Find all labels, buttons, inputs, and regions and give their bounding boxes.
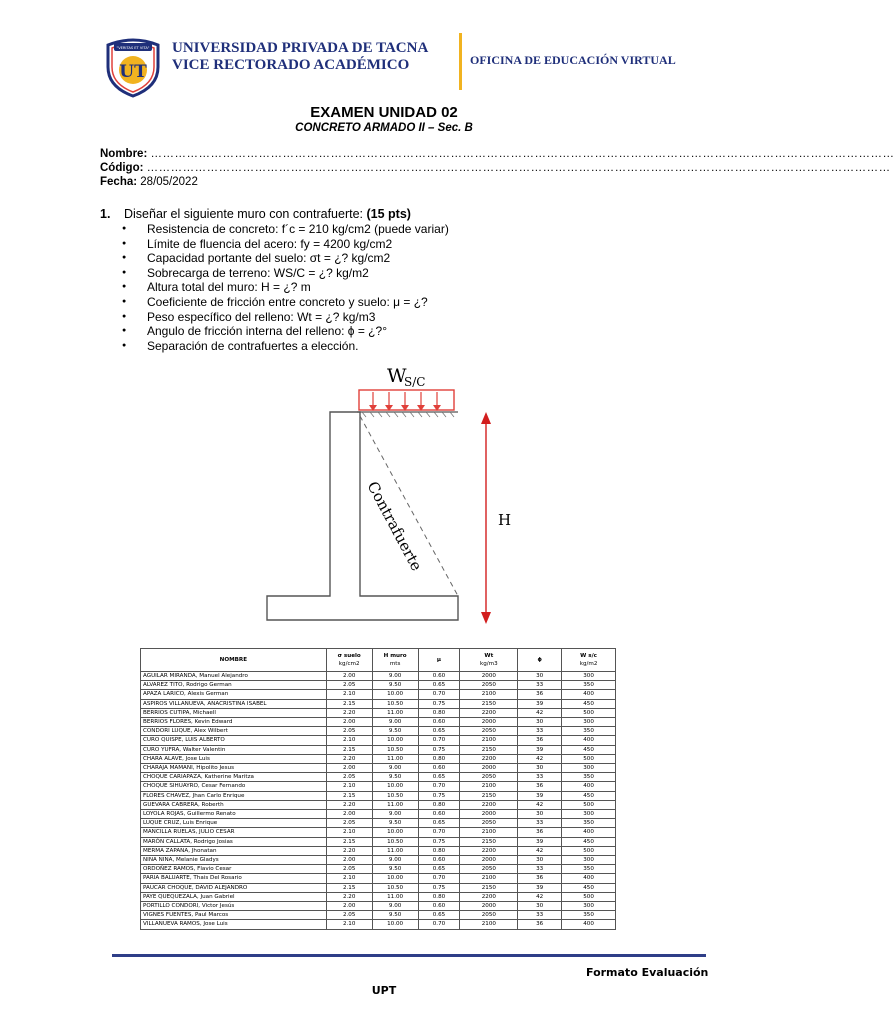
table-row [141,865,616,874]
value-cell: 0.60 [418,856,460,865]
value-cell: 2.00 [326,718,372,727]
student-name-cell: LUQUE CRUZ, Luis Enrique [141,819,327,828]
value-cell: 2.15 [326,745,372,754]
value-cell: 33 [518,911,562,920]
value-cell: 350 [562,681,616,690]
header-divider [459,33,462,90]
nombre-field [100,148,894,160]
value-cell: 300 [562,672,616,681]
value-cell: 39 [518,699,562,708]
value-cell: 0.80 [418,892,460,901]
value-cell: 300 [562,902,616,911]
height-label: H [498,511,512,529]
value-cell: 42 [518,708,562,717]
table-row [141,672,616,681]
student-name-cell: CONDORI LUQUE, Alex Wilbert [141,727,327,736]
col-header-sigma: σ suelo kg/cm2 [326,649,372,672]
value-cell: 10.00 [372,736,418,745]
value-cell: 33 [518,819,562,828]
value-cell: 2200 [460,708,518,717]
value-cell: 39 [518,745,562,754]
value-cell: 10.50 [372,791,418,800]
student-name-cell: PARIA BALUARTE, Thais Del Rosario [141,874,327,883]
value-cell: 2.00 [326,902,372,911]
table-row [141,874,616,883]
value-cell: 350 [562,773,616,782]
value-cell: 42 [518,892,562,901]
value-cell: 30 [518,902,562,911]
value-cell: 500 [562,800,616,809]
value-cell: 11.00 [372,892,418,901]
student-name-cell: GUEVARA CABRERA, Roberth [141,800,327,809]
student-parameters-table [140,648,616,930]
value-cell: 0.80 [418,800,460,809]
col-header-wt: Wt kg/m3 [460,649,518,672]
value-cell: 9.00 [372,764,418,773]
value-cell: 2000 [460,856,518,865]
value-cell: 2200 [460,892,518,901]
value-cell: 2100 [460,828,518,837]
value-cell: 400 [562,874,616,883]
codigo-blank: …………………………………………………………………………………………………………………………………………………………………… [146,162,891,174]
student-name-cell: CHARA ALAVE, Jose Luis [141,754,327,763]
table-row [141,754,616,763]
value-cell: 450 [562,883,616,892]
table-row [141,699,616,708]
student-name-cell: APAZA LARICO, Alexis German [141,690,327,699]
table-row [141,920,616,929]
codigo-label: Código: [100,162,144,174]
value-cell: 0.65 [418,773,460,782]
university-heading [172,40,428,74]
table-body [141,672,616,930]
exam-title: EXAMEN UNIDAD 02 [310,104,458,121]
value-cell: 11.00 [372,800,418,809]
value-cell: 9.50 [372,727,418,736]
height-arrow-icon [481,412,491,624]
office-name: OFICINA DE EDUCACIÓN VIRTUAL [470,53,676,67]
table-row [141,911,616,920]
value-cell: 9.00 [372,856,418,865]
value-cell: 2100 [460,920,518,929]
question-number: 1. [100,207,111,221]
value-cell: 10.50 [372,837,418,846]
table-row [141,828,616,837]
student-name-cell: CHOQUE CARIAPAZA, Katherine Maritza [141,773,327,782]
value-cell: 2.05 [326,911,372,920]
value-cell: 36 [518,874,562,883]
value-cell: 2.20 [326,800,372,809]
col-header-mu: μ [418,649,460,672]
value-cell: 450 [562,699,616,708]
question-1 [100,207,411,221]
surcharge-load-icon [359,390,454,411]
value-cell: 11.00 [372,708,418,717]
value-cell: 10.00 [372,920,418,929]
value-cell: 2.00 [326,764,372,773]
value-cell: 33 [518,865,562,874]
list-item: ● Coeficiente de fricción entre concreto y suelo: μ = ¿? [120,295,449,310]
student-name-cell: CURO QUISPE, LUIS ALBERTO [141,736,327,745]
value-cell: 10.00 [372,874,418,883]
value-cell: 2.05 [326,727,372,736]
value-cell: 30 [518,672,562,681]
value-cell: 2.20 [326,892,372,901]
col-header-phi: ϕ [518,649,562,672]
value-cell: 2050 [460,727,518,736]
value-cell: 2000 [460,810,518,819]
value-cell: 0.75 [418,699,460,708]
value-cell: 2.15 [326,883,372,892]
value-cell: 2.15 [326,791,372,800]
value-cell: 0.70 [418,920,460,929]
value-cell: 30 [518,764,562,773]
value-cell: 30 [518,718,562,727]
value-cell: 9.00 [372,810,418,819]
value-cell: 0.60 [418,902,460,911]
value-cell: 500 [562,754,616,763]
value-cell: 2050 [460,865,518,874]
value-cell: 9.50 [372,819,418,828]
value-cell: 300 [562,764,616,773]
value-cell: 2.10 [326,736,372,745]
value-cell: 39 [518,791,562,800]
load-label: W [387,365,407,387]
value-cell: 0.80 [418,754,460,763]
value-cell: 350 [562,727,616,736]
value-cell: 2150 [460,883,518,892]
value-cell: 0.60 [418,810,460,819]
value-cell: 400 [562,690,616,699]
value-cell: 2050 [460,773,518,782]
list-item: ● Angulo de fricción interna del relleno: ϕ = ¿?° [120,324,449,339]
list-item: ● Peso específico del relleno: Wt = ¿? kg/m3 [120,310,449,325]
value-cell: 9.50 [372,911,418,920]
value-cell: 2000 [460,764,518,773]
requirements-list [120,222,449,353]
nombre-label: Nombre: [100,148,148,160]
value-cell: 500 [562,846,616,855]
list-item: ● Sobrecarga de terreno: WS/C = ¿? kg/m2 [120,266,449,281]
value-cell: 10.00 [372,782,418,791]
value-cell: 2.15 [326,837,372,846]
shield-logo-icon [100,33,166,99]
fecha-field [100,176,198,188]
logo-letters: UT [119,62,147,82]
table-row [141,791,616,800]
question-points: (15 pts) [366,207,411,221]
value-cell: 9.50 [372,865,418,874]
value-cell: 2150 [460,745,518,754]
value-cell: 0.80 [418,708,460,717]
university-logo [100,33,166,99]
value-cell: 10.00 [372,828,418,837]
table-row [141,708,616,717]
value-cell: 2100 [460,874,518,883]
value-cell: 11.00 [372,846,418,855]
value-cell: 0.75 [418,837,460,846]
value-cell: 2000 [460,718,518,727]
list-item: ● Capacidad portante del suelo: σt = ¿? kg/cm2 [120,251,449,266]
value-cell: 0.70 [418,828,460,837]
value-cell: 30 [518,856,562,865]
table-row [141,837,616,846]
value-cell: 300 [562,810,616,819]
table-row [141,892,616,901]
value-cell: 0.65 [418,865,460,874]
value-cell: 0.75 [418,745,460,754]
logo-motto: "VERITAS ET VITA" [116,46,150,50]
student-name-cell: NINA NINA, Melanie Gladys [141,856,327,865]
value-cell: 9.00 [372,718,418,727]
value-cell: 42 [518,800,562,809]
footer-format: Formato Evaluación [586,966,709,979]
value-cell: 0.65 [418,819,460,828]
value-cell: 0.75 [418,791,460,800]
nombre-blank: …………………………………………………………………………………………………………………………………………………………………… [150,148,894,160]
value-cell: 2.20 [326,846,372,855]
value-cell: 0.60 [418,764,460,773]
student-name-cell: PAUCAR CHOQUE, DAVID ALEJANDRO [141,883,327,892]
list-item: ● Resistencia de concreto: f´c = 210 kg/cm2 (puede variar) [120,222,449,237]
fecha-value: 28/05/2022 [140,176,198,188]
exam-subtitle: CONCRETO ARMADO II – Sec. B [295,122,473,134]
table-row [141,856,616,865]
value-cell: 11.00 [372,754,418,763]
value-cell: 300 [562,856,616,865]
list-item: ● Límite de fluencia del acero: fy = 4200 kg/cm2 [120,237,449,252]
value-cell: 30 [518,810,562,819]
value-cell: 350 [562,865,616,874]
fecha-label: Fecha: [100,176,138,188]
value-cell: 0.70 [418,874,460,883]
value-cell: 36 [518,828,562,837]
value-cell: 2.00 [326,672,372,681]
value-cell: 2200 [460,800,518,809]
value-cell: 500 [562,892,616,901]
table-row [141,883,616,892]
table-row [141,846,616,855]
wall-diagram [262,360,512,630]
value-cell: 2100 [460,736,518,745]
counterfort-wall-drawing [262,360,512,630]
student-name-cell: PAYE QUEQUEZALA, Juan Gabriel [141,892,327,901]
value-cell: 42 [518,754,562,763]
question-text: Diseñar el siguiente muro con contrafuerte: [124,207,364,221]
value-cell: 2150 [460,791,518,800]
table-row [141,902,616,911]
value-cell: 0.80 [418,846,460,855]
value-cell: 2100 [460,782,518,791]
student-name-cell: BERRIOS CUTIPA, Michaell [141,708,327,717]
value-cell: 2.05 [326,819,372,828]
value-cell: 36 [518,690,562,699]
table-row [141,736,616,745]
value-cell: 2.10 [326,874,372,883]
vice-rectorate-name: VICE RECTORADO ACADÉMICO [172,57,410,73]
table-row [141,800,616,809]
value-cell: 36 [518,736,562,745]
table-row [141,681,616,690]
value-cell: 2.20 [326,708,372,717]
value-cell: 0.70 [418,736,460,745]
student-name-cell: CHARAJA MAMANI, Hipolito Jesus [141,764,327,773]
col-header-wsc: W s/c kg/m2 [562,649,616,672]
student-name-cell: PORTILLO CONDORI, Victor Jesús [141,902,327,911]
student-name-cell: MARÓN CALLATA, Rodrigo Josias [141,837,327,846]
value-cell: 10.00 [372,690,418,699]
student-name-cell: VIGNES FUENTES, Paul Marcos [141,911,327,920]
value-cell: 300 [562,718,616,727]
value-cell: 0.65 [418,681,460,690]
student-name-cell: ASPIROS VILLANUEVA, ANACRISTINA ISABEL [141,699,327,708]
value-cell: 350 [562,911,616,920]
value-cell: 9.00 [372,902,418,911]
value-cell: 500 [562,708,616,717]
student-name-cell: MERMA ZAPANA, Jhonatan [141,846,327,855]
value-cell: 42 [518,846,562,855]
table-row [141,782,616,791]
student-name-cell: LOYOLA ROJAS, Guillermo Renato [141,810,327,819]
value-cell: 2.10 [326,690,372,699]
value-cell: 33 [518,727,562,736]
student-name-cell: MANCILLA RUELAS, JULIO CESAR [141,828,327,837]
table-row [141,810,616,819]
codigo-field [100,162,891,174]
value-cell: 33 [518,681,562,690]
value-cell: 2.10 [326,920,372,929]
value-cell: 39 [518,837,562,846]
value-cell: 400 [562,736,616,745]
col-header-nombre: NOMBRE [141,649,327,672]
value-cell: 2050 [460,681,518,690]
value-cell: 36 [518,920,562,929]
table-row [141,690,616,699]
value-cell: 2.00 [326,810,372,819]
student-name-cell: BERRIOS FLORES, Kevin Edward [141,718,327,727]
value-cell: 9.50 [372,773,418,782]
value-cell: 2.15 [326,699,372,708]
value-cell: 2150 [460,837,518,846]
table-header-row [141,649,616,672]
value-cell: 2.05 [326,773,372,782]
table-row [141,745,616,754]
value-cell: 2150 [460,699,518,708]
student-name-cell: ALVAREZ TITO, Rodrigo German [141,681,327,690]
student-name-cell: AGUILAR MIRANDA, Manuel Alejandro [141,672,327,681]
value-cell: 450 [562,837,616,846]
value-cell: 33 [518,773,562,782]
value-cell: 2000 [460,672,518,681]
value-cell: 2200 [460,846,518,855]
value-cell: 0.65 [418,727,460,736]
value-cell: 2.05 [326,865,372,874]
value-cell: 2100 [460,690,518,699]
footer-institution: UPT [371,984,397,997]
value-cell: 10.50 [372,883,418,892]
value-cell: 2.20 [326,754,372,763]
table-row [141,727,616,736]
value-cell: 39 [518,883,562,892]
table-row [141,819,616,828]
value-cell: 450 [562,791,616,800]
list-item: ● Separación de contrafuertes a elección. [120,339,449,354]
value-cell: 2.10 [326,782,372,791]
table-row [141,718,616,727]
value-cell: 9.50 [372,681,418,690]
value-cell: 9.00 [372,672,418,681]
value-cell: 36 [518,782,562,791]
value-cell: 2.05 [326,681,372,690]
table-row [141,773,616,782]
value-cell: 10.50 [372,745,418,754]
value-cell: 0.70 [418,782,460,791]
student-name-cell: VILLANUEVA RAMOS, Jose Luis [141,920,327,929]
value-cell: 350 [562,819,616,828]
value-cell: 2200 [460,754,518,763]
university-name: UNIVERSIDAD PRIVADA DE TACNA [172,40,429,56]
table-row [141,764,616,773]
value-cell: 0.60 [418,672,460,681]
student-name-cell: CURO YUFRA, Walter Valentin [141,745,327,754]
value-cell: 400 [562,782,616,791]
value-cell: 2.00 [326,856,372,865]
load-subscript: S/C [404,375,426,389]
student-name-cell: FLORES CHAVEZ, Jhan Carlo Enrique [141,791,327,800]
counterfort-label: Contrafuerte [363,478,426,574]
list-item: ● Altura total del muro: H = ¿? m [120,280,449,295]
value-cell: 10.50 [372,699,418,708]
value-cell: 2.10 [326,828,372,837]
student-name-cell: ORDOÑEZ RAMOS, Flavio Cesar [141,865,327,874]
value-cell: 400 [562,920,616,929]
footer-divider [112,954,706,957]
value-cell: 0.70 [418,690,460,699]
value-cell: 0.75 [418,883,460,892]
value-cell: 2000 [460,902,518,911]
col-header-height: H muro mts [372,649,418,672]
value-cell: 0.65 [418,911,460,920]
value-cell: 450 [562,745,616,754]
value-cell: 0.60 [418,718,460,727]
student-name-cell: CHOQUE SIHUAYRO, Cesar Fernando [141,782,327,791]
value-cell: 2050 [460,819,518,828]
value-cell: 400 [562,828,616,837]
value-cell: 2050 [460,911,518,920]
